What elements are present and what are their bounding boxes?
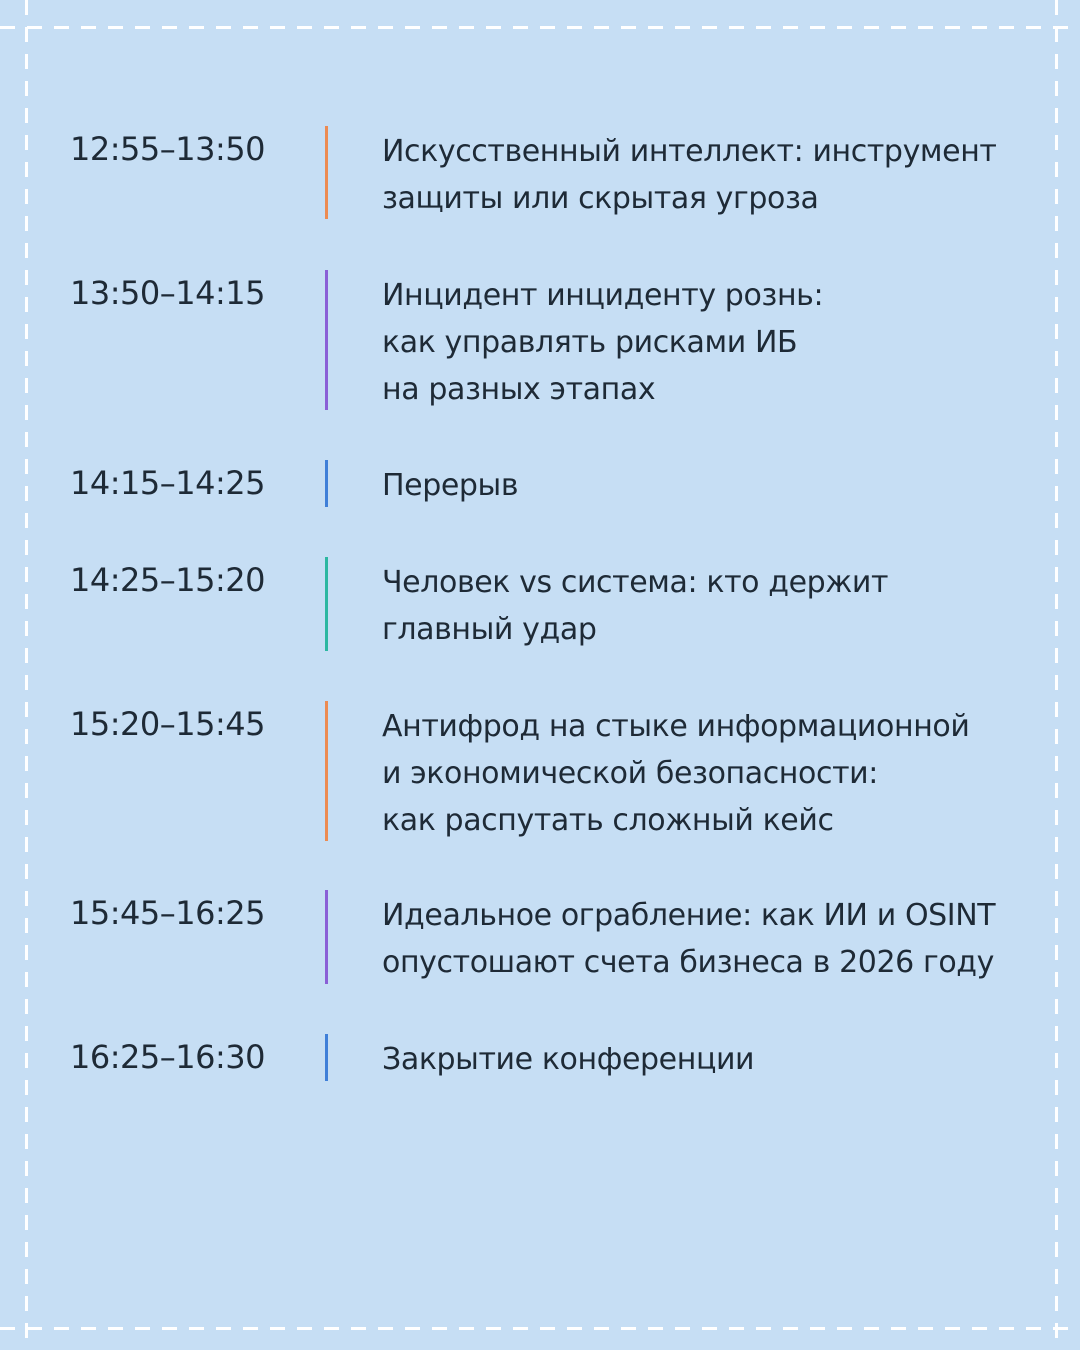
schedule-time: 15:20–15:45: [70, 705, 265, 743]
schedule-color-bar: [325, 890, 328, 984]
schedule-color-bar: [325, 1034, 328, 1081]
schedule-time: 16:25–16:30: [70, 1038, 265, 1076]
frame-bottom-border: [0, 1327, 1080, 1330]
schedule-time: 14:25–15:20: [70, 561, 265, 599]
schedule-time: 15:45–16:25: [70, 894, 265, 932]
schedule-title: Инцидент инциденту рознь: как управлять рисками ИБ на разных этапах: [382, 278, 824, 407]
schedule-title: Закрытие конференции: [382, 1042, 755, 1077]
schedule-title: Перерыв: [382, 468, 519, 503]
schedule-color-bar: [325, 701, 328, 841]
frame-top-border: [0, 26, 1080, 29]
schedule-title: Человек vs система: кто держит главный удар: [382, 565, 889, 647]
frame-right-border: [1055, 0, 1058, 1350]
schedule-color-bar: [325, 557, 328, 651]
schedule-time: 12:55–13:50: [70, 130, 265, 168]
schedule-title: Идеальное ограбление: как ИИ и OSINT опустошают счета бизнеса в 2026 году: [382, 898, 996, 980]
schedule-color-bar: [325, 270, 328, 410]
schedule-time: 13:50–14:15: [70, 274, 265, 312]
schedule-title: Искусственный интеллект: инструмент защиты или скрытая угроза: [382, 134, 997, 216]
frame-left-border: [25, 0, 28, 1350]
schedule-time: 14:15–14:25: [70, 464, 265, 502]
schedule-color-bar: [325, 126, 328, 219]
schedule-color-bar: [325, 460, 328, 507]
schedule-title: Антифрод на стыке информационной и экономической безопасности: как распутать сложный кейс: [382, 709, 970, 838]
